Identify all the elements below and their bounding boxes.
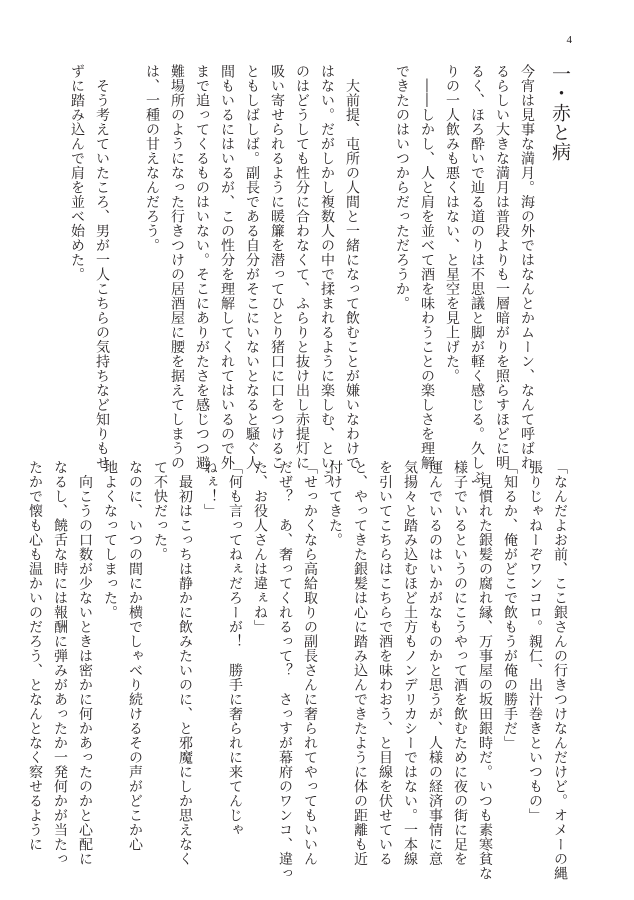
text-line: 様子でいるというのにこうやって酒を飲むために夜の街に足を xyxy=(452,460,468,866)
text-line: 運んでいるのはいかがなものかと思うが、人様の経済事情に意 xyxy=(427,460,443,866)
text-line: まで追ってくるものはいない。そこにありがたさを感じつつ避 xyxy=(194,64,210,470)
dialogue-line: 「知るか、俺がどこで飲もうが俺の勝手だ」 xyxy=(502,460,518,750)
text-line: を引いてこちらはこちらで酒を味わおう、と目線を伏せている xyxy=(377,460,393,866)
dialogue-line: 「せっかくなら高給取りの副長さんに奢られてやってもいいん xyxy=(302,460,318,866)
text-line: はない。だがしかし複数人の中で揉まれるように楽しむ、という xyxy=(319,64,335,485)
text-line: 向こうの口数が少ないときは密かに何かあったのかと心配に xyxy=(77,460,93,866)
text-line: るく、ほろ酔いで辿る道のりは不思議と脚が軽く感じる。久しぶ xyxy=(469,64,485,485)
text-line: のはどうしても性分に合わなくて、ふらりと抜け出し赤提灯に xyxy=(294,64,310,470)
text-line: るらしい大きな満月は普段よりも一層暗がりを照らすほどに明 xyxy=(494,64,510,470)
top-text-block xyxy=(69,64,572,485)
text-line: 難場所のようになった行きつけの居酒屋に腰を据えてしまうの xyxy=(169,64,185,470)
text-line: できたのはいつからだっただろうか。 xyxy=(394,64,410,311)
text-line: ともしばしば。副長である自分がそこにいないとなると騒ぐ人 xyxy=(244,64,260,470)
text-line: 間もいるにはいるが、この性分を理解してくれてはいるので外 xyxy=(219,64,235,470)
text-line: 大前提、屯所の人間と一緒になって飲むことが嫌いなわけで xyxy=(344,64,360,470)
text-line: なるし、饒舌な時には報酬に弾みがあったか一発何かが当たっ xyxy=(52,460,68,866)
text-line: 吸い寄せられるように暖簾を潜ってひとり猪口に口をつけるこ xyxy=(269,64,285,470)
dialogue-line: た、お役人さんは違ぇね」 xyxy=(252,460,268,634)
text-line: 地よくなってしまった。 xyxy=(102,460,118,620)
text-line: は、一種の甘えなんだろう。 xyxy=(144,64,160,253)
text-line: 最初はこっちは静かに飲みたいのに、と邪魔にしか思えなく xyxy=(177,460,193,866)
text-line: たかで懐も心も温かいのだろう、となんとなく察せるように xyxy=(27,460,43,852)
text-line: 今宵は見事な満月。海の外ではなんとかムーン、なんて呼ばれ xyxy=(519,64,535,470)
dialogue-line: だぜ？ あ、奢ってくれるって？ さっすが幕府のワンコ、違っ xyxy=(277,460,293,881)
text-line: 気揚々と踏み込むほど土方もノンデリカシーではない。一本線 xyxy=(402,460,418,866)
text-line: りの一人飲みも悪くはない、と星空を見上げた。 xyxy=(444,64,460,383)
dialogue-line: 「何も言ってねぇだろーが！ 勝手に奢られに来てんじゃ xyxy=(227,460,243,837)
text-line: 付けてきた。 xyxy=(327,460,343,547)
dialogue-line: ねぇ！」 xyxy=(202,460,218,518)
text-line: 見慣れた銀髪の腐れ縁、万事屋の坂田銀時だ。いつも素寒貧な xyxy=(477,460,493,881)
text-line: て不快だった。 xyxy=(152,460,168,562)
page-number: 4 xyxy=(566,34,572,46)
text-line: ずに踏み込んで肩を並べ始めた。 xyxy=(69,64,85,282)
blank-line xyxy=(114,64,139,442)
text-line: ――しかし、人と肩を並べて酒を味わうことの楽しさを理解 xyxy=(419,64,435,470)
text-line: そう考えていたころ、男が一人こちらの気持ちなど知りもせ xyxy=(94,64,110,470)
text-line: と、やってきた銀髪は心に踏み込んできたように体の距離も近 xyxy=(352,460,368,866)
blank-line xyxy=(364,64,389,442)
dialogue-line: 「なんだよお前、ここ銀さんの行きつけなんだけど。オメーの縄 xyxy=(552,460,568,881)
chapter-heading: 一・赤と病 xyxy=(549,64,571,162)
bottom-text-block xyxy=(27,460,572,881)
text-line: なのに、いつの間にか横でしゃべり続けるその声がどこか心 xyxy=(127,460,143,852)
dialogue-line: 張りじゃねーぞワンコロ。親仁、出汁巻きといつもの」 xyxy=(527,460,543,823)
